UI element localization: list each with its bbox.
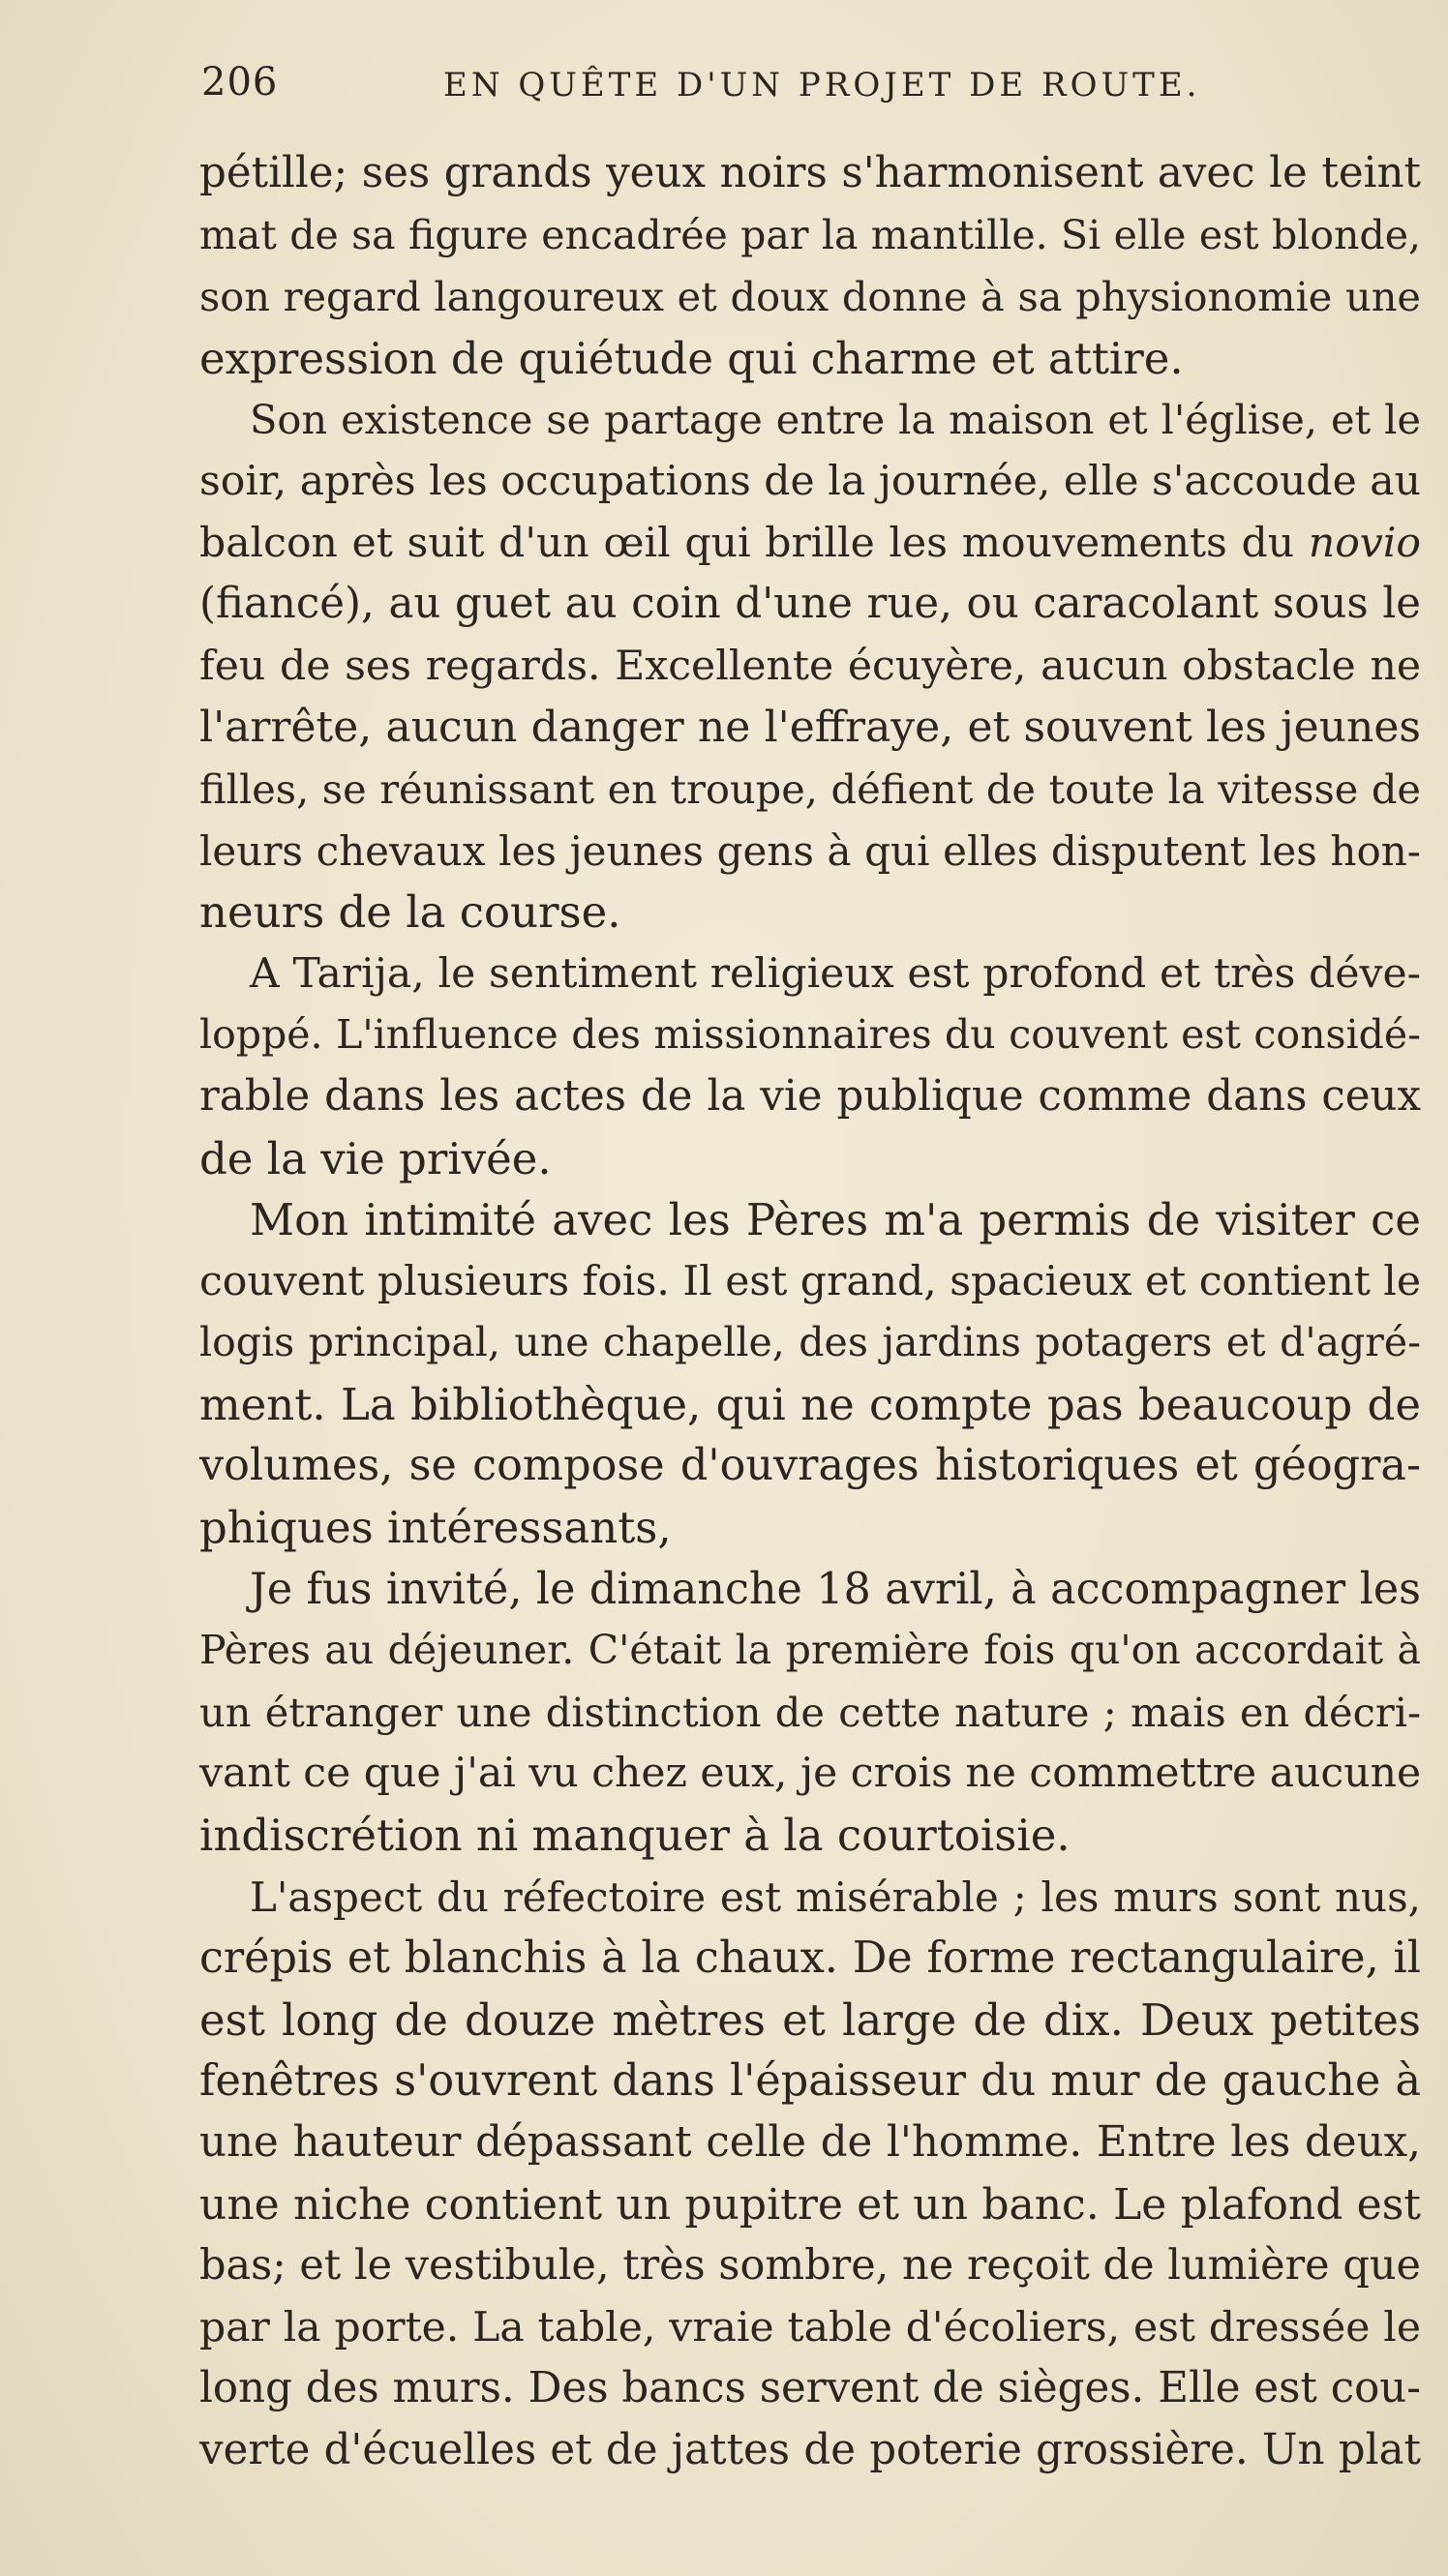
paragraph-3 bbox=[199, 944, 1421, 1189]
text-line: indiscrétion ni manquer à la courtoisie. bbox=[199, 1810, 1071, 1862]
text-line: fenêtres s'ouvrent dans l'épaisseur du mur de gauche à bbox=[199, 2056, 1421, 2107]
text-line: volumes, se compose d'ouvrages historiques et géogra- bbox=[199, 1441, 1421, 1491]
paragraph-4 bbox=[199, 1189, 1421, 1559]
text-line: filles, se réunissant en troupe, défient de toute la vitesse de bbox=[199, 764, 1421, 813]
text-line: expression de quiétude qui charme et attire. bbox=[199, 332, 1184, 384]
text-line: feu de ses regards. Excellente écuyère, aucun obstacle ne bbox=[199, 642, 1421, 690]
text-line: rable dans les actes de la vie publique comme dans ceux bbox=[199, 1071, 1421, 1121]
running-title: EN QUÊTE D'UN PROJET DE ROUTE. bbox=[443, 66, 1201, 105]
text-line: Je fus invité, le dimanche 18 avril, à accompagner les bbox=[250, 1564, 1421, 1614]
text-line: verte d'écuelles et de jattes de poterie grossière. Un plat bbox=[199, 2425, 1421, 2474]
text-line: L'aspect du réfectoire est misérable ; les murs sont nus, bbox=[250, 1872, 1421, 1921]
text-line: par la porte. La table, vraie table d'écoliers, est dressée le bbox=[199, 2303, 1421, 2351]
text-line: couvent plusieurs fois. Il est grand, spacieux et contient le bbox=[199, 1257, 1422, 1305]
text-line: mat de sa figure encadrée par la mantille. Si elle est blonde, bbox=[199, 211, 1421, 258]
text-line: leurs chevaux les jeunes gens à qui elles disputent les hon- bbox=[199, 826, 1421, 875]
text-line: loppé. L'influence des missionnaires du couvent est considé- bbox=[199, 1011, 1421, 1059]
text-line: Mon intimité avec les Pères m'a permis de visiter ce bbox=[250, 1194, 1421, 1246]
text-line: est long de douze mètres et large de dix. Deux petites bbox=[199, 1993, 1421, 2046]
text-line: phiques intéressants, bbox=[199, 1502, 672, 1554]
text-line: logis principal, une chapelle, des jardins potagers et d'agré- bbox=[199, 1319, 1421, 1366]
text-segment: balcon et suit d'un œil qui brille les mouvements du bbox=[199, 519, 1309, 567]
text-line: son regard langoureux et doux donne à sa physionomie une bbox=[199, 273, 1421, 321]
text-line: une hauteur dépassant celle de l'homme. Entre les deux, bbox=[199, 2118, 1421, 2167]
text-line: long des murs. Des bancs servent de sièges. Elle est cou- bbox=[199, 2364, 1421, 2413]
page-number: 206 bbox=[201, 60, 279, 105]
body-text bbox=[199, 143, 1421, 2482]
text-line: A Tarija, le sentiment religieux est profond et très déve- bbox=[250, 949, 1421, 998]
text-line-with-italic bbox=[199, 513, 1421, 575]
text-line: l'arrête, aucun danger ne l'effraye, et souvent les jeunes bbox=[199, 703, 1421, 753]
paragraph-6 bbox=[199, 1867, 1421, 2482]
text-line: neurs de la course. bbox=[199, 886, 621, 939]
paragraph-2 bbox=[199, 389, 1421, 943]
text-line: de la vie privée. bbox=[199, 1132, 552, 1184]
page-header bbox=[201, 60, 1314, 128]
text-line: vant ce que j'ai vu chez eux, je crois ne commettre aucune bbox=[199, 1750, 1422, 1798]
text-line: (fiancé), au guet au coin d'une rue, ou caracolant sous le bbox=[199, 580, 1421, 629]
paragraph-1 bbox=[199, 143, 1421, 389]
text-line: Pères au déjeuner. C'était la première fois qu'on accordait à bbox=[199, 1627, 1421, 1674]
text-line: une niche contient un pupitre et un banc. Le plafond est bbox=[199, 2179, 1421, 2230]
text-line: un étranger une distinction de cette nature ; mais en décri- bbox=[199, 1688, 1421, 1736]
text-line: pétille; ses grands yeux noirs s'harmonisent avec le teint bbox=[199, 149, 1421, 197]
text-line: bas; et le vestibule, très sombre, ne reçoit de lumière que bbox=[199, 2241, 1421, 2291]
text-line: Son existence se partage entre la maison et l'église, et le bbox=[250, 396, 1421, 444]
italic-word: novio bbox=[1308, 519, 1421, 567]
text-line: ment. La bibliothèque, qui ne compte pas beaucoup de bbox=[199, 1378, 1421, 1430]
text-line: soir, après les occupations de la journée, elle s'accoude au bbox=[199, 457, 1421, 505]
paragraph-5 bbox=[199, 1559, 1421, 1867]
text-line: crépis et blanchis à la chaux. De forme rectangulaire, il bbox=[199, 1933, 1421, 1984]
